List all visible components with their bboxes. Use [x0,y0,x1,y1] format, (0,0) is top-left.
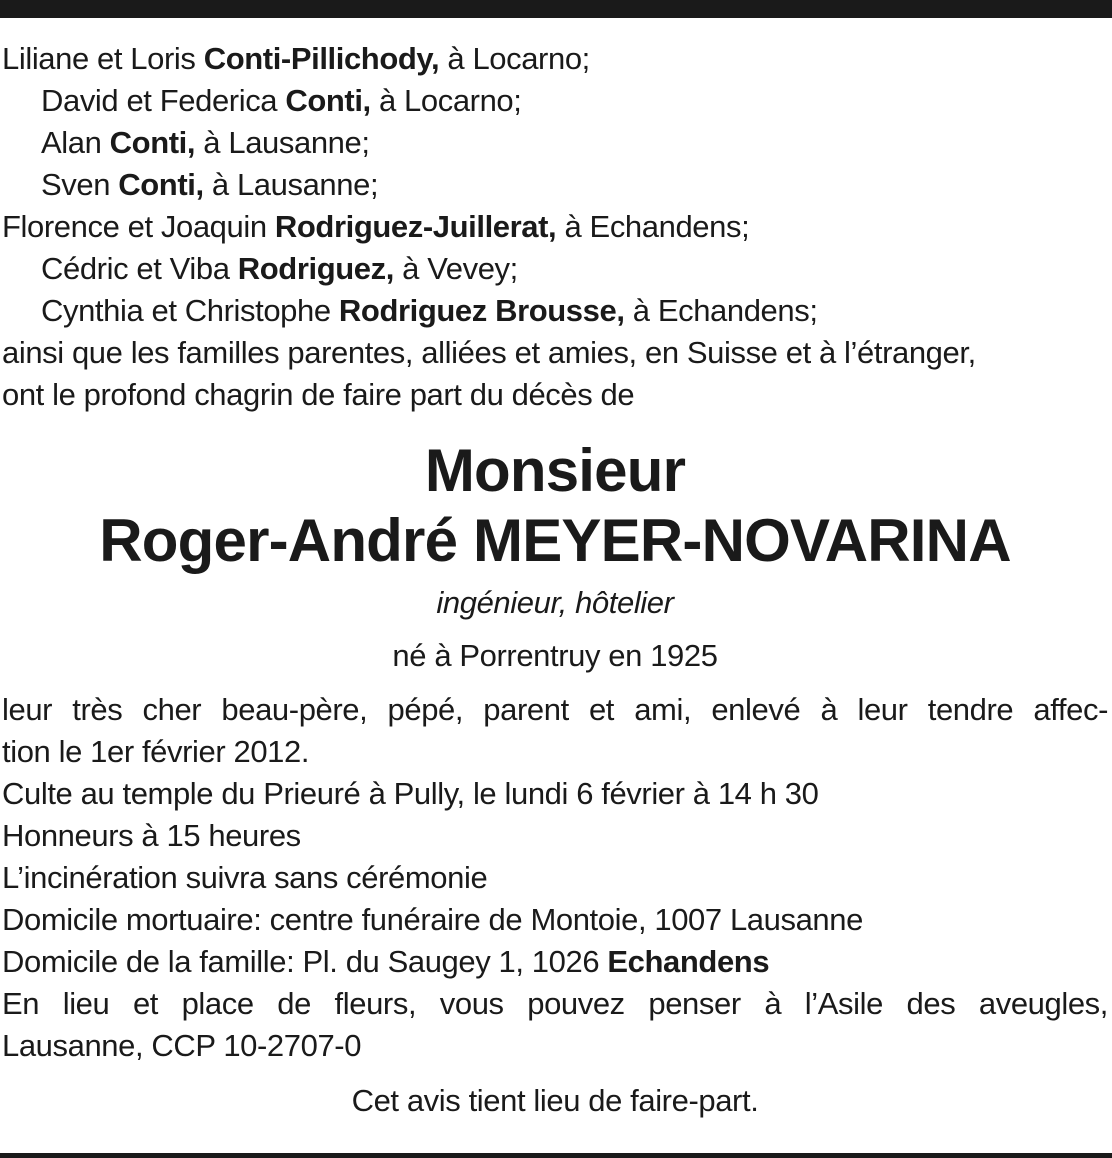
family-line-2 [2,80,1108,122]
family-surname: Rodriguez-Juillerat, [274,209,557,244]
tribute-line-2: tion le 1er février 2012. [2,734,310,769]
family-given-names: Alan [41,125,110,160]
family-given-names: Florence et Joaquin [2,209,275,244]
family-line-1 [2,38,1108,80]
bottom-rule [0,1153,1112,1158]
family-home-town: Echandens [607,944,770,979]
family-home-address: Domicile de la famille: Pl. du Saugey 1, 1026 [2,944,608,979]
family-given-names: Cynthia et Christophe [41,293,339,328]
family-surname: Conti, [109,125,196,160]
family-given-names: Sven [41,167,119,202]
family-surname: Rodriguez, [237,251,394,286]
family-surname: Conti, [285,83,371,118]
family-given-names: David et Federica [41,83,286,118]
family-given-names: Liliane et Loris [2,41,204,76]
family-residence: à Echandens; [556,209,750,244]
closing-note: Cet avis tient lieu de faire-part. [351,1083,759,1118]
family-line-3 [2,122,1108,164]
family-surname: Conti-Pillichody, [203,41,440,76]
family-line-4 [2,164,1108,206]
family-home-info [2,941,1108,983]
cremation-info: L’incinération suivra sans cérémonie [2,860,488,895]
service-info: Culte au temple du Prieuré à Pully, le lundi 6 février à 14 h 30 [2,776,819,811]
family-residence: à Lausanne; [203,167,379,202]
family-surname: Conti, [118,167,204,202]
family-given-names: Cédric et Viba [41,251,238,286]
top-rule [0,0,1112,18]
family-residence: à Echandens; [624,293,818,328]
deceased-honorific: Monsieur [424,437,686,504]
family-residence: à Vevey; [393,251,518,286]
flowers-line-2: Lausanne, CCP 10-2707-0 [2,1028,362,1063]
deceased-name: Roger-André MEYER-NOVARINA [99,507,1011,574]
family-residence: à Locarno; [439,41,590,76]
relatives-line: ainsi que les familles parentes, alliées et amies, en Suisse et à l’étranger, [2,335,976,370]
family-surname: Rodriguez Brousse, [338,293,625,328]
flowers-line-1: En lieu et place de fleurs, vous pouvez penser à l’Asile des aveugles, [2,986,1108,1021]
tribute-line-1: leur très cher beau-père, pépé, parent et ami, enlevé à leur tendre affec- [2,692,1108,727]
deceased-profession: ingénieur, hôtelier [436,585,674,620]
obituary-notice [2,38,1108,1122]
family-line-5 [2,206,1108,248]
family-residence: à Locarno; [370,83,522,118]
family-line-7 [2,290,1108,332]
announce-line: ont le profond chagrin de faire part du décès de [2,377,635,412]
deceased-birth: né à Porrentruy en 1925 [392,638,718,673]
mortuary-info: Domicile mortuaire: centre funéraire de Montoie, 1007 Lausanne [2,902,863,937]
family-residence: à Lausanne; [195,125,370,160]
family-line-6 [2,248,1108,290]
honours-info: Honneurs à 15 heures [2,818,301,853]
